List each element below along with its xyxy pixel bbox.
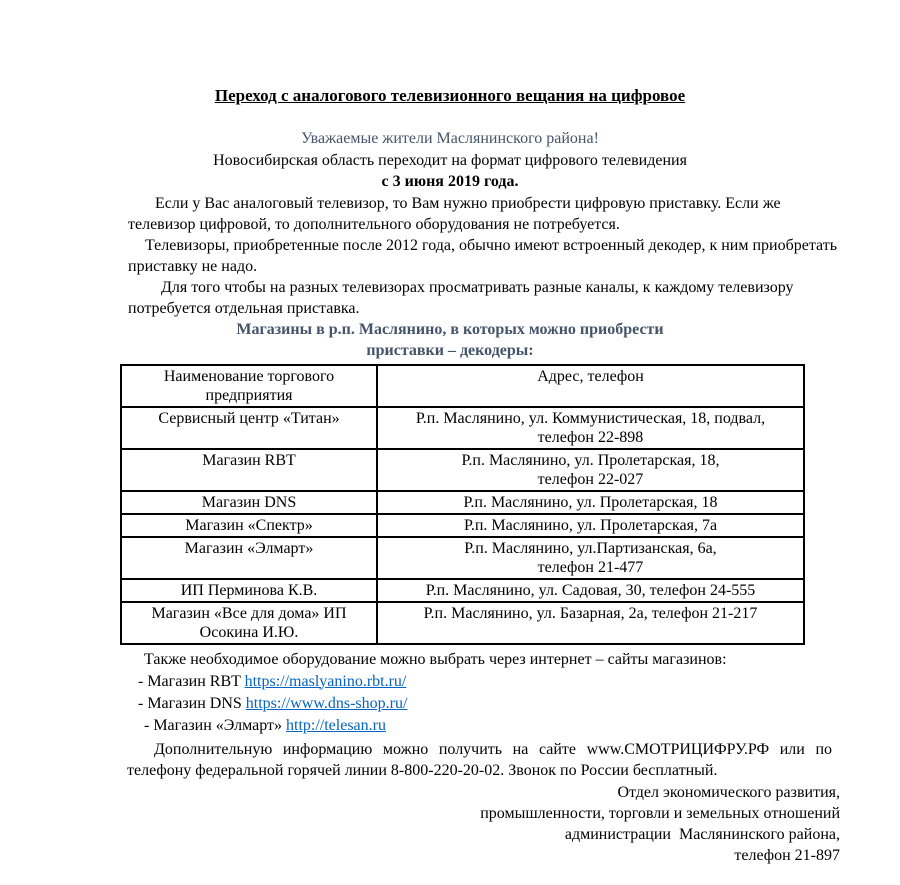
address-line-2: телефон 22-027 [537, 470, 644, 488]
store-address-cell [377, 579, 804, 602]
table-heading [0, 319, 900, 362]
address-line-1: Р.п. Маслянино, ул. Садовая, 30, телефон 24-555 [425, 581, 756, 599]
store-link-rbt[interactable]: https://maslyanino.rbt.ru/ [244, 672, 407, 690]
footer-line-3: администрации Маслянинского района, [564, 825, 840, 843]
store-link-elmart[interactable]: http://telesan.ru [286, 716, 386, 734]
store-address-cell [377, 514, 804, 537]
store-link-line-rbt [138, 671, 845, 693]
table-row [121, 407, 804, 449]
address-line-1: Р.п. Маслянино, ул.Партизанская, 6а, [464, 539, 717, 557]
table-row [121, 602, 804, 644]
address-line-1: Р.п. Маслянино, ул. Коммунистическая, 18, подвал, [415, 409, 766, 427]
date-line: с 3 июня 2019 года. [381, 173, 519, 190]
address-line-1: Р.п. Маслянино, ул. Пролетарская, 18, [461, 451, 720, 469]
store-link-line-dns [138, 693, 845, 715]
table-row [121, 491, 804, 514]
table-row [121, 579, 804, 602]
stores-table [120, 364, 805, 645]
table-row [121, 537, 804, 579]
footer-line-4: телефон 21-897 [734, 846, 840, 864]
intro-line: Новосибирская область переходит на формат цифрового телевидения [213, 151, 687, 169]
footer-line-1: Отдел экономического развития, [617, 783, 840, 801]
intro-block [0, 128, 900, 193]
body-paragraph-3: Для того чтобы на разных телевизорах просматривать разные каналы, к каждому телевизору потребуется отдельная приставка. [128, 278, 794, 317]
footer-line-2: промышленности, торговли и земельных отношений [480, 804, 840, 822]
store-address-cell [377, 449, 804, 491]
table-heading-line-1: Магазины в р.п. Маслянино, в которых можно приобрести [236, 320, 664, 338]
store-address-cell [377, 491, 804, 514]
store-address-cell [377, 537, 804, 579]
store-name-cell: ИП Перминова К.В. [121, 579, 377, 602]
table-header-name: Наименование торгового предприятия [121, 365, 377, 407]
table-row [121, 514, 804, 537]
link-prefix: - Магазин RBT [138, 672, 245, 690]
document-title: Переход с аналогового телевизионного вещания на цифровое [214, 86, 686, 105]
body-text-block [128, 193, 840, 319]
footer-signature [0, 782, 840, 866]
internet-section [128, 649, 845, 737]
body-paragraph-1: Если у Вас аналоговый телевизор, то Вам нужно приобрести цифровую приставку. Если же телевизор цифровой, то дополнительного оборудования не потребуется. [128, 194, 781, 233]
address-line-2: телефон 21-477 [537, 558, 644, 576]
store-address-cell [377, 602, 804, 644]
table-header-row [121, 365, 804, 407]
store-name-cell: Магазин DNS [121, 491, 377, 514]
body-paragraph-2: Телевизоры, приобретенные после 2012 года, обычно имеют встроенный декодер, к ним приобретать приставку не надо. [128, 236, 838, 275]
address-line-1: Р.п. Маслянино, ул. Пролетарская, 18 [463, 493, 718, 511]
table-heading-line-2: приставки – декодеры: [366, 342, 534, 359]
table-row [121, 449, 804, 491]
internet-intro-line: Также необходимое оборудование можно выбрать через интернет – сайты магазинов: [144, 650, 727, 668]
store-link-line-elmart [144, 715, 845, 737]
store-name-cell: Магазин RBT [121, 449, 377, 491]
address-line-1: Р.п. Маслянино, ул. Пролетарская, 7а [463, 516, 718, 534]
store-name-cell: Магазин «Элмарт» [121, 537, 377, 579]
link-prefix: - Магазин «Элмарт» [144, 716, 286, 734]
table-header-address: Адрес, телефон [377, 365, 804, 407]
store-link-dns[interactable]: https://www.dns-shop.ru/ [245, 694, 408, 712]
address-line-2: телефон 22-898 [537, 428, 644, 446]
store-name-cell: Магазин «Все для дома» ИП Осокина И.Ю. [121, 602, 377, 644]
store-name-cell: Магазин «Спектр» [121, 514, 377, 537]
link-prefix: - Магазин DNS [138, 694, 246, 712]
address-line-1: Р.п. Маслянино, ул. Базарная, 2а, телефон 21-217 [423, 604, 758, 622]
store-name-cell: Сервисный центр «Титан» [121, 407, 377, 449]
greeting-line: Уважаемые жители Маслянинского района! [301, 130, 599, 147]
store-address-cell [377, 407, 804, 449]
info-paragraph: Дополнительную информацию можно получить на сайте www.СМОТРИЦИФРУ.РФ или по телефону федеральной горячей линии 8-800-220-20-02. Звонок по России бесплатный. [127, 740, 832, 779]
